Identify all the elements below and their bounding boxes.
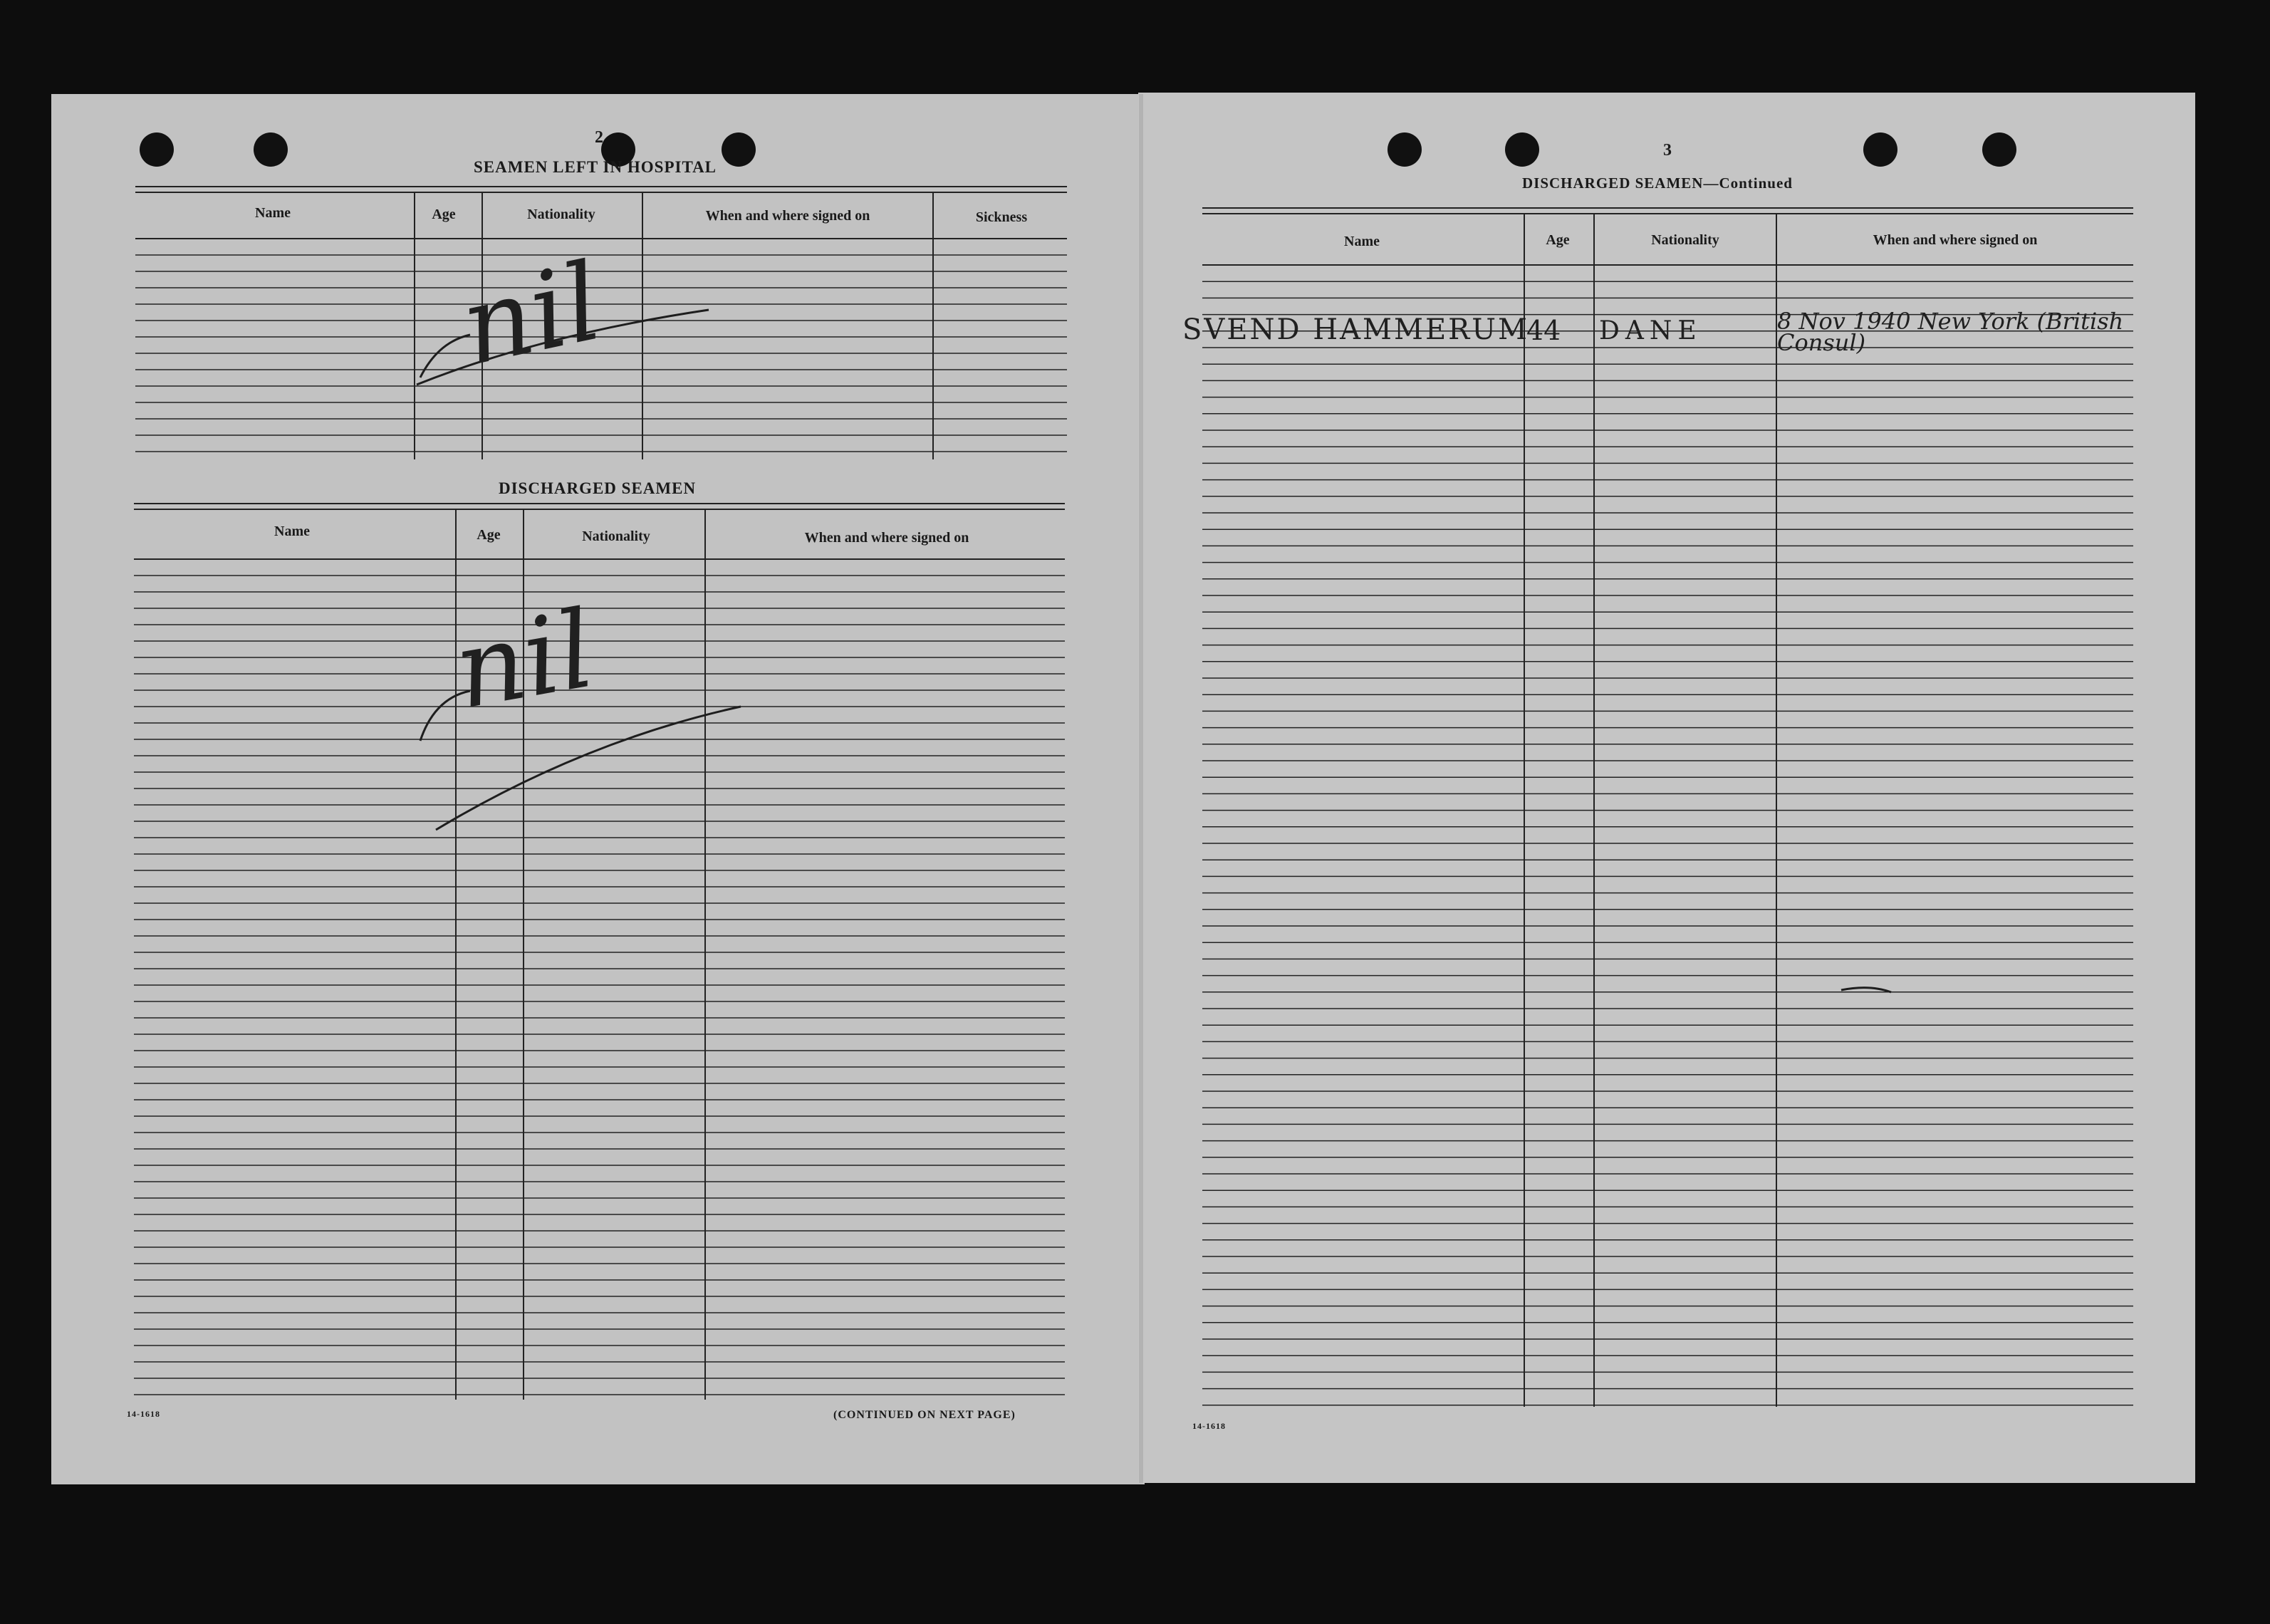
hospital-col-nationality: Nationality	[527, 207, 595, 222]
hospital-nil-entry: nil	[452, 239, 612, 390]
discharged-col-nationality: Nationality	[582, 529, 650, 544]
right-page-number: 3	[1663, 141, 1672, 160]
continued-col-name: Name	[1344, 234, 1380, 249]
discharged-col-age: Age	[477, 527, 501, 543]
discharged-continued-title: DISCHARGED SEAMEN—Continued	[1522, 175, 1793, 192]
discharged-col-signed-on: When and where signed on	[804, 530, 969, 546]
hospital-col-signed-on: When and where signed on	[705, 208, 870, 224]
punch-hole	[1505, 132, 1539, 167]
hospital-section-title: SEAMEN LEFT IN HOSPITAL	[474, 158, 717, 176]
punch-hole	[722, 132, 756, 167]
right-page-paper	[1138, 93, 2195, 1483]
discharged-col-name: Name	[274, 524, 310, 539]
left-page-number: 2	[595, 128, 603, 147]
seaman-age: 44	[1526, 315, 1561, 346]
punch-hole	[1387, 132, 1422, 167]
continued-note: (CONTINUED ON NEXT PAGE)	[833, 1409, 1016, 1421]
hospital-col-age: Age	[432, 207, 456, 222]
discharged-nil-entry: nil	[446, 587, 603, 734]
punch-hole	[254, 132, 288, 167]
hospital-col-name: Name	[255, 205, 291, 221]
seaman-nationality: DANE	[1599, 316, 1702, 345]
punch-hole	[1863, 132, 1897, 167]
punch-hole	[140, 132, 174, 167]
continued-col-age: Age	[1546, 232, 1570, 248]
hospital-col-sickness: Sickness	[975, 209, 1028, 225]
punch-hole	[1982, 132, 2016, 167]
seaman-name: SVEND HAMMERUM	[1182, 313, 1529, 346]
right-form-number: 14-1618	[1192, 1421, 1226, 1431]
discharged-section-title: DISCHARGED SEAMEN	[499, 479, 697, 497]
left-form-number: 14-1618	[127, 1409, 160, 1419]
continued-col-signed-on: When and where signed on	[1873, 232, 2038, 248]
seaman-signed-on: 8 Nov 1940 New York (British Consul)	[1777, 308, 2124, 356]
continued-col-nationality: Nationality	[1651, 232, 1719, 248]
